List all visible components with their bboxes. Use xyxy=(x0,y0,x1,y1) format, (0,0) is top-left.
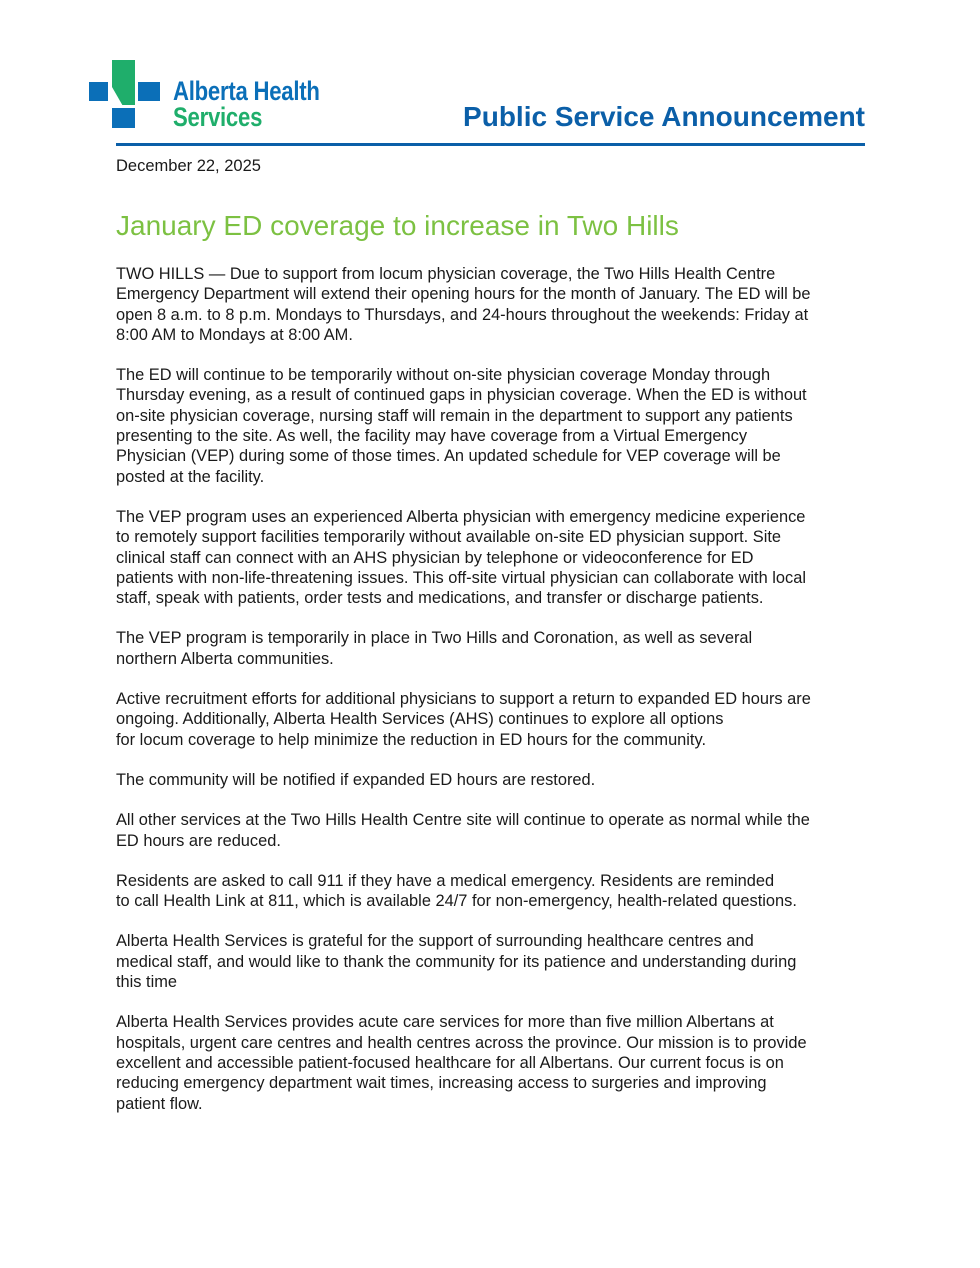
text-line: ongoing. Additionally, Alberta Health Services (AHS) continues to explore all options xyxy=(116,710,724,729)
text-line: Alberta Health Services is grateful for the support of surrounding healthcare centres and xyxy=(116,932,754,951)
paragraph xyxy=(116,931,876,992)
text-line: Thursday evening, as a result of continued gaps in physician coverage. When the ED is without xyxy=(116,386,807,405)
paragraph xyxy=(116,264,876,345)
text-line: northern Alberta communities. xyxy=(116,649,334,668)
text-line: excellent and accessible patient-focused healthcare for all Albertans. Our current focus is on xyxy=(116,1053,784,1072)
article-body xyxy=(116,264,876,1134)
text-line: Alberta Health Services provides acute care services for more than five million Albertans at xyxy=(116,1013,774,1032)
paragraph xyxy=(116,365,876,487)
ahs-logo xyxy=(88,60,338,132)
text-line: presenting to the site. As well, the facility may have coverage from a Virtual Emergency xyxy=(116,427,748,446)
text-line: The VEP program uses an experienced Alberta physician with emergency medicine experience xyxy=(116,507,806,526)
text-line: Emergency Department will extend their opening hours for the month of January. The ED will be xyxy=(116,285,811,304)
text-line: patient flow. xyxy=(116,1094,203,1113)
text-line: Residents are asked to call 911 if they have a medical emergency. Residents are reminded xyxy=(116,871,775,890)
text-line: patients with non-life-threatening issues. This off-site virtual physician can collaborate with local xyxy=(116,568,806,587)
header-divider xyxy=(116,143,865,146)
text-line: posted at the facility. xyxy=(116,467,265,486)
text-line: Active recruitment efforts for additional physicians to support a return to expanded ED hours are xyxy=(116,690,811,709)
paragraph xyxy=(116,689,876,750)
text-line: to call Health Link at 811, which is available 24/7 for non-emergency, health-related questions. xyxy=(116,892,797,911)
text-line: TWO HILLS — Due to support from locum physician coverage, the Two Hills Health Centre xyxy=(116,265,776,283)
text-line: for locum coverage to help minimize the reduction in ED hours for the community. xyxy=(116,730,707,749)
text-line: to remotely support facilities temporarily without available on-site ED physician support. Site xyxy=(116,528,782,547)
paragraph xyxy=(116,770,876,790)
text-line: on-site physician coverage, nursing staff will remain in the department to support any patients xyxy=(116,406,793,425)
text-line: 8:00 AM to Mondays at 8:00 AM. xyxy=(116,325,353,344)
headline: January ED coverage to increase in Two Hills xyxy=(116,210,679,241)
paragraph xyxy=(116,871,876,912)
text-line: The VEP program is temporarily in place in Two Hills and Coronation, as well as several xyxy=(116,629,753,648)
text-line: All other services at the Two Hills Health Centre site will continue to operate as normal while the xyxy=(116,811,810,830)
paragraph xyxy=(116,507,876,608)
paragraph xyxy=(116,1012,876,1113)
text-line: ED hours are reduced. xyxy=(116,831,281,850)
text-line: this time xyxy=(116,973,178,992)
paragraph xyxy=(116,810,876,851)
release-date: December 22, 2025 xyxy=(116,157,261,175)
logo-line2: Services xyxy=(173,102,263,132)
text-line: clinical staff can connect with an AHS physician by telephone or videoconference for ED xyxy=(116,548,754,567)
logo-wordmark xyxy=(173,78,320,130)
text-line: The community will be notified if expanded ED hours are restored. xyxy=(116,770,596,789)
text-line: medical staff, and would like to thank the community for its patience and understanding during xyxy=(116,952,797,971)
logo-line1: Alberta Health xyxy=(173,76,320,106)
header-title: Public Service Announcement xyxy=(463,101,865,132)
text-line: Physician (VEP) during some of those times. An updated schedule for VEP coverage will be xyxy=(116,447,781,466)
text-line: open 8 a.m. to 8 p.m. Mondays to Thursdays, and 24-hours throughout the weekends: Friday at xyxy=(116,305,809,324)
text-line: staff, speak with patients, order tests and medications, and transfer or discharge patients. xyxy=(116,589,764,608)
paragraph xyxy=(116,628,876,669)
text-line: reducing emergency department wait times, increasing access to surgeries and improving xyxy=(116,1074,767,1093)
text-line: hospitals, urgent care centres and health centres across the province. Our mission is to provide xyxy=(116,1033,807,1052)
text-line: The ED will continue to be temporarily without on-site physician coverage Monday through xyxy=(116,366,771,385)
